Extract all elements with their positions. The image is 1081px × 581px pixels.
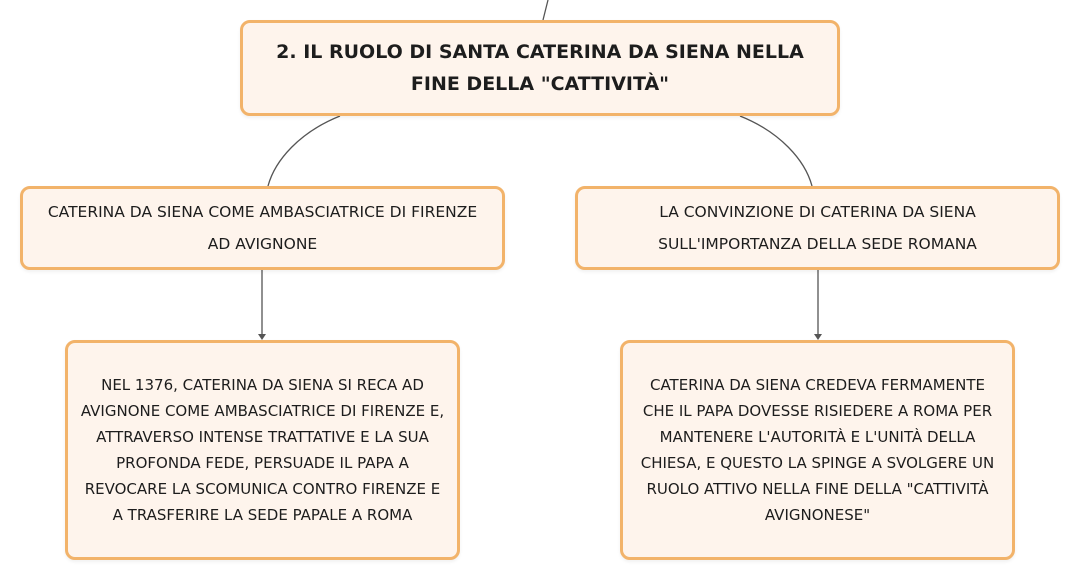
detail-text-ambasciatrice: NEL 1376, CATERINA DA SIENA SI RECA AD AVIGNONE COME AMBASCIATRICE DI FIRENZE E, ATTRAVERSO INTENSE TRATTATIVE E LA SUA PROFONDA FEDE, PERSUADE IL PAPA A REVOCARE LA SCOMUNICA CONTRO FIRENZE E A TRASFERIRE LA SEDE PAPALE A ROMA	[80, 376, 445, 524]
connector-parent-to-root	[543, 0, 548, 20]
root-topic-label: 2. IL RUOLO DI SANTA CATERINA DA SIENA NELLA FINE DELLA "CATTIVITÀ"	[276, 41, 804, 95]
detail-node-sede-romana[interactable]	[620, 340, 1015, 560]
branch-label-sede-romana: LA CONVINZIONE DI CATERINA DA SIENA SULL'IMPORTANZA DELLA SEDE ROMANA	[658, 203, 977, 253]
branch-node-ambasciatrice[interactable]	[20, 186, 505, 270]
connector-root-to-branch-right	[740, 116, 812, 186]
detail-text-sede-romana: CATERINA DA SIENA CREDEVA FERMAMENTE CHE IL PAPA DOVESSE RISIEDERE A ROMA PER MANTENERE L'AUTORITÀ E L'UNITÀ DELLA CHIESA, E QUESTO LA SPINGE A SVOLGERE UN RUOLO ATTIVO NELLA FINE DELLA "CATTIVITÀ AVIGNONESE"	[640, 376, 995, 524]
branch-node-sede-romana[interactable]	[575, 186, 1060, 270]
root-topic-node[interactable]	[240, 20, 840, 116]
detail-node-ambasciatrice[interactable]	[65, 340, 460, 560]
connector-root-to-branch-left	[268, 116, 340, 186]
branch-label-ambasciatrice: CATERINA DA SIENA COME AMBASCIATRICE DI FIRENZE AD AVIGNONE	[47, 203, 478, 253]
